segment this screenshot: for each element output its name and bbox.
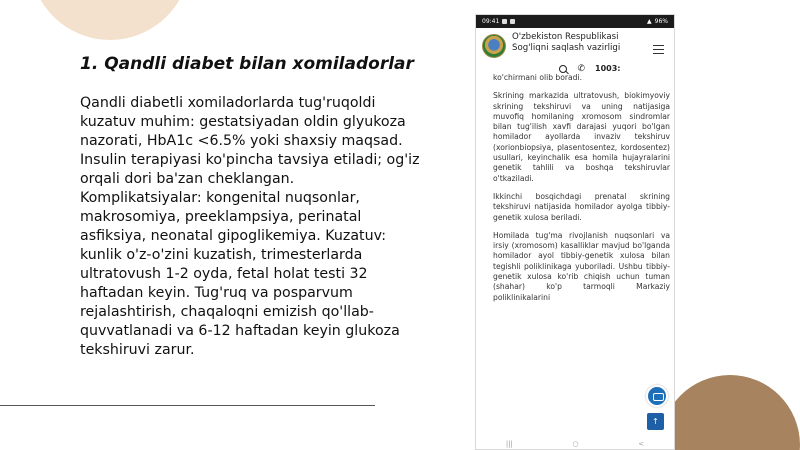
slide-body-text: Qandli diabetli xomiladorlarda tug'ruqoldi kuzatuv muhim: gestatsiyadan oldin glyukoza nazorati, HbA1c <6.5% yoki shaxsiy maqsad. Insulin terapiyasi ko'pincha tavsiya etiladi; og'iz orqali dori ba'zan cheklangan. Komplikatsiyalar: kongenital nuqsonlar, makrosomiya, preeklampsiya, perinatal asfiksiya, neonatal gipoglikemiya. Kuzatuv: kunlik o'z-o'zini kuzatish, trimesterlarda ultratovush 1-2 oyda, fetal holat testi 32 haftadan keyin. Tug'ruq va posparvum rejalashtirish, chaqaloqni emizish qo'llab-quvvatlanadi va 6-12 haftadan keyin glukoza tekshiruvi zarur. [80, 95, 420, 358]
chat-icon[interactable] [646, 385, 668, 407]
menu-icon[interactable] [653, 45, 664, 56]
scroll-up-button[interactable]: ↑ [647, 413, 664, 430]
article-paragraph: Skrining markazida ultratovush, biokimyoviy skrining tekshiruvi va uning natijasiga muvofiq homilaning xromosom sindromlar bilan tug'ilish xavfi darajasi yuqori bo'lgan homilador ayollarda invaziv tekshiruv (xorionbiopsiya, plasentosentez, kordosentez) usullari, keyinchalik esa homila hujayralarini genetik tahlili va boshqa tekshiruvlar o'tkaziladi. [493, 91, 670, 183]
emblem-logo[interactable] [482, 34, 506, 58]
slide-title: 1. Qandli diabet bilan xomiladorlar [80, 54, 414, 74]
home-button[interactable]: ○ [572, 440, 579, 448]
site-header [476, 28, 674, 66]
android-nav-bar [476, 439, 674, 449]
notification-icon [502, 19, 507, 24]
recent-apps-button[interactable]: ||| [505, 440, 513, 448]
phone-icon[interactable]: ✆ [577, 63, 586, 74]
article-paragraph: Ikkinchi bosqichdagi prenatal skrining tekshiruvi natijasida homilador ayolga tibbiy-genetik xulosa beriladi. [493, 191, 670, 222]
article-content [476, 73, 674, 303]
phone-screenshot [475, 14, 675, 450]
decorative-circle-top [30, 0, 190, 40]
status-bar [476, 15, 674, 28]
hotline-number[interactable]: 1003: [595, 64, 621, 73]
organization-name[interactable]: O'zbekiston Respublikasi Sog'liqni saqlash vazirligi [512, 32, 621, 53]
notification-icon [510, 19, 515, 24]
divider-line [0, 405, 375, 406]
article-paragraph: ko'chirmani olib boradi. [493, 73, 583, 82]
status-time: 09:41 [482, 18, 500, 25]
battery-level: 96% [654, 18, 668, 25]
signal-icon: ▲ [647, 18, 652, 25]
article-paragraph: Homilada tug'ma rivojlanish nuqsonlari va irsiy (xromosom) kasalliklar mavjud bo'lganda homilador ayol tibbiy-genetik xulosa bilan tegishli poliklinikaga yuboriladi. Ushbu tibbiy-genetik xulosa ko'rib chiqish uchun tuman (shahar) ko'p tarmoqli Markaziy poliklinikalarini [493, 230, 670, 302]
back-button[interactable]: < [638, 440, 645, 448]
decorative-circle-bottom-dark [660, 375, 800, 450]
